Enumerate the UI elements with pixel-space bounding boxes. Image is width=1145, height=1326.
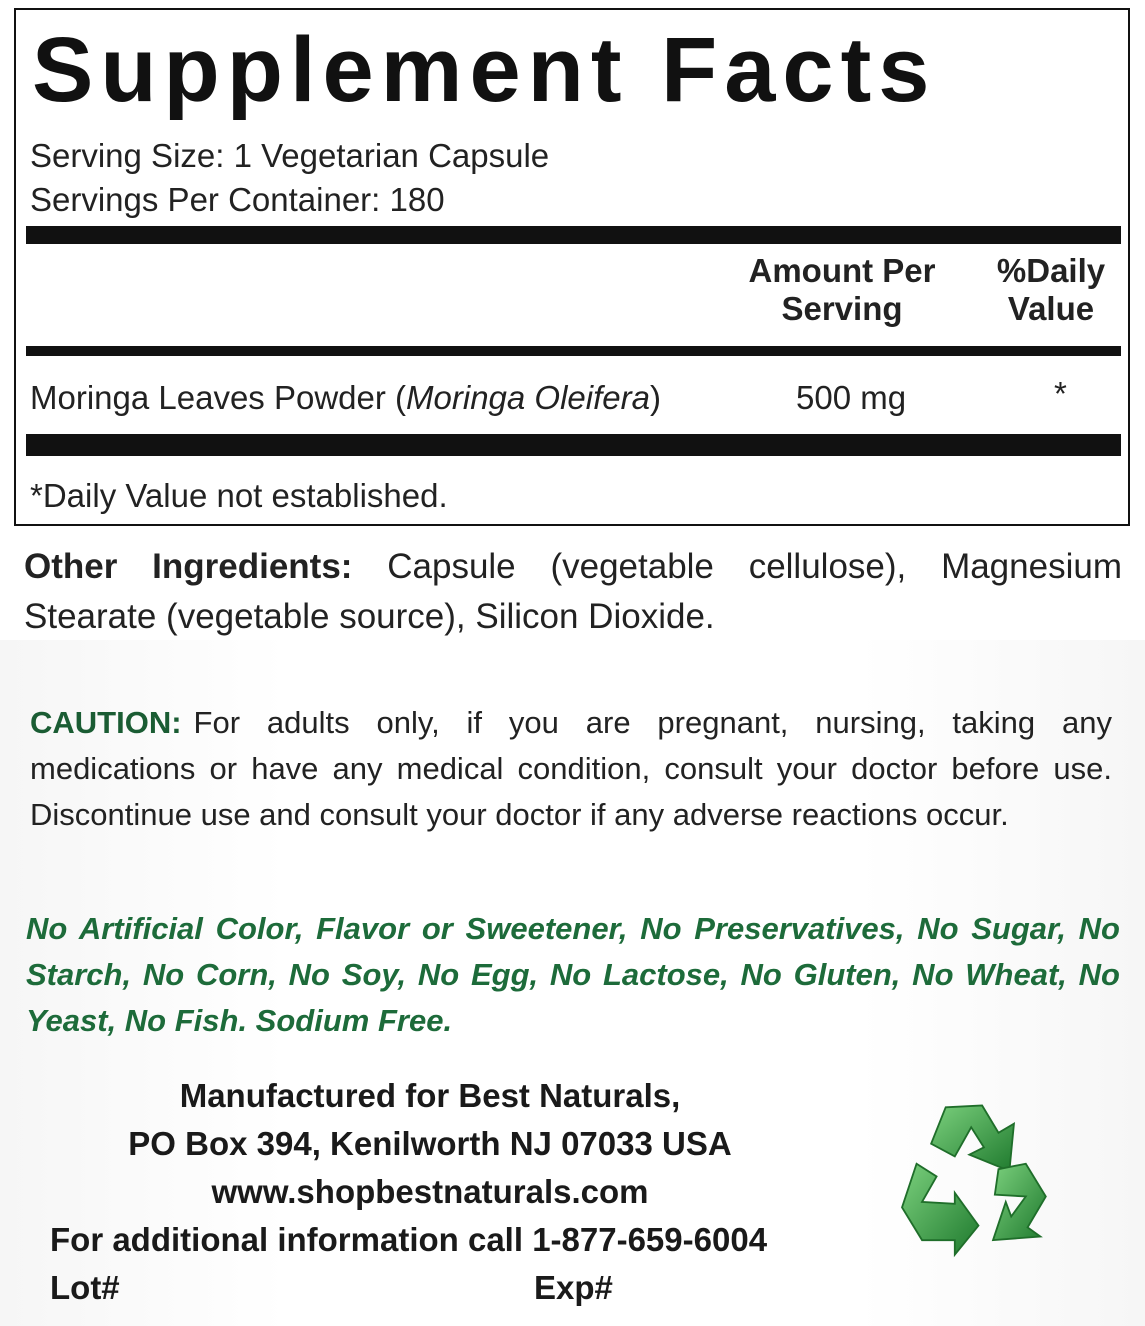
daily-value-footnote: *Daily Value not established. [30,477,448,514]
daily-value-header-line2: Value [1007,290,1095,327]
ingredient-paren: ) [649,379,661,416]
free-from-statement: No Artificial Color, Flavor or Sweetener, No Preservatives, No Sugar, No Starch, No Corn, No Soy, No Egg, No Lactose, No Gluten, No Wheat, No Yeast, No Fish. Sodium Free. [26,911,1120,1038]
amount-header-line2: Serving [781,290,903,327]
caution-text: For adults only, if you are pregnant, nursing, taking any medications or have any medical condition, consult your doctor before use. Discontinue use and consult your doctor if any adverse reactions occur. [30,705,1112,832]
phone-info: For additional information call 1-877-659-6004 [50,1221,768,1258]
thick-divider-bottom [26,434,1121,456]
recycle-icon [882,1080,1064,1262]
other-ingredients-label: Other Ingredients: [24,547,353,586]
ingredient-daily-value: * [1054,375,1067,412]
daily-value-header [976,252,1126,328]
amount-header [722,252,962,328]
serving-size: Serving Size: 1 Vegetarian Capsule [30,137,550,174]
lot-label: Lot# [50,1269,120,1306]
panel-title: Supplement Facts [32,19,937,121]
supplement-facts-panel [14,8,1130,526]
ingredient-row [30,378,661,418]
thick-divider-top [26,226,1121,244]
amount-header-line1: Amount Per [748,252,936,289]
caution-statement [30,700,1112,838]
ingredient-name: Moringa Leaves Powder ( [30,379,407,416]
other-ingredients [24,542,1122,642]
daily-value-header-line1: %Daily [996,252,1106,289]
ingredient-amount: 500 mg [796,379,907,416]
manufacturer-line: Manufactured for Best Naturals, [179,1077,681,1114]
ingredient-latin-name: Moringa Oleifera [406,379,650,416]
medium-divider [26,346,1121,356]
exp-label: Exp# [534,1269,613,1306]
manufacturer-address: PO Box 394, Kenilworth NJ 07033 USA [128,1125,732,1162]
caution-label: CAUTION: [30,705,182,740]
other-ingredients-text: Capsule (vegetable cellulose), Magnesium Stearate (vegetable source), Silicon Dioxide. [24,547,1122,636]
servings-per-container: Servings Per Container: 180 [30,181,445,218]
website-text: www.shopbestnaturals.com [211,1173,649,1210]
